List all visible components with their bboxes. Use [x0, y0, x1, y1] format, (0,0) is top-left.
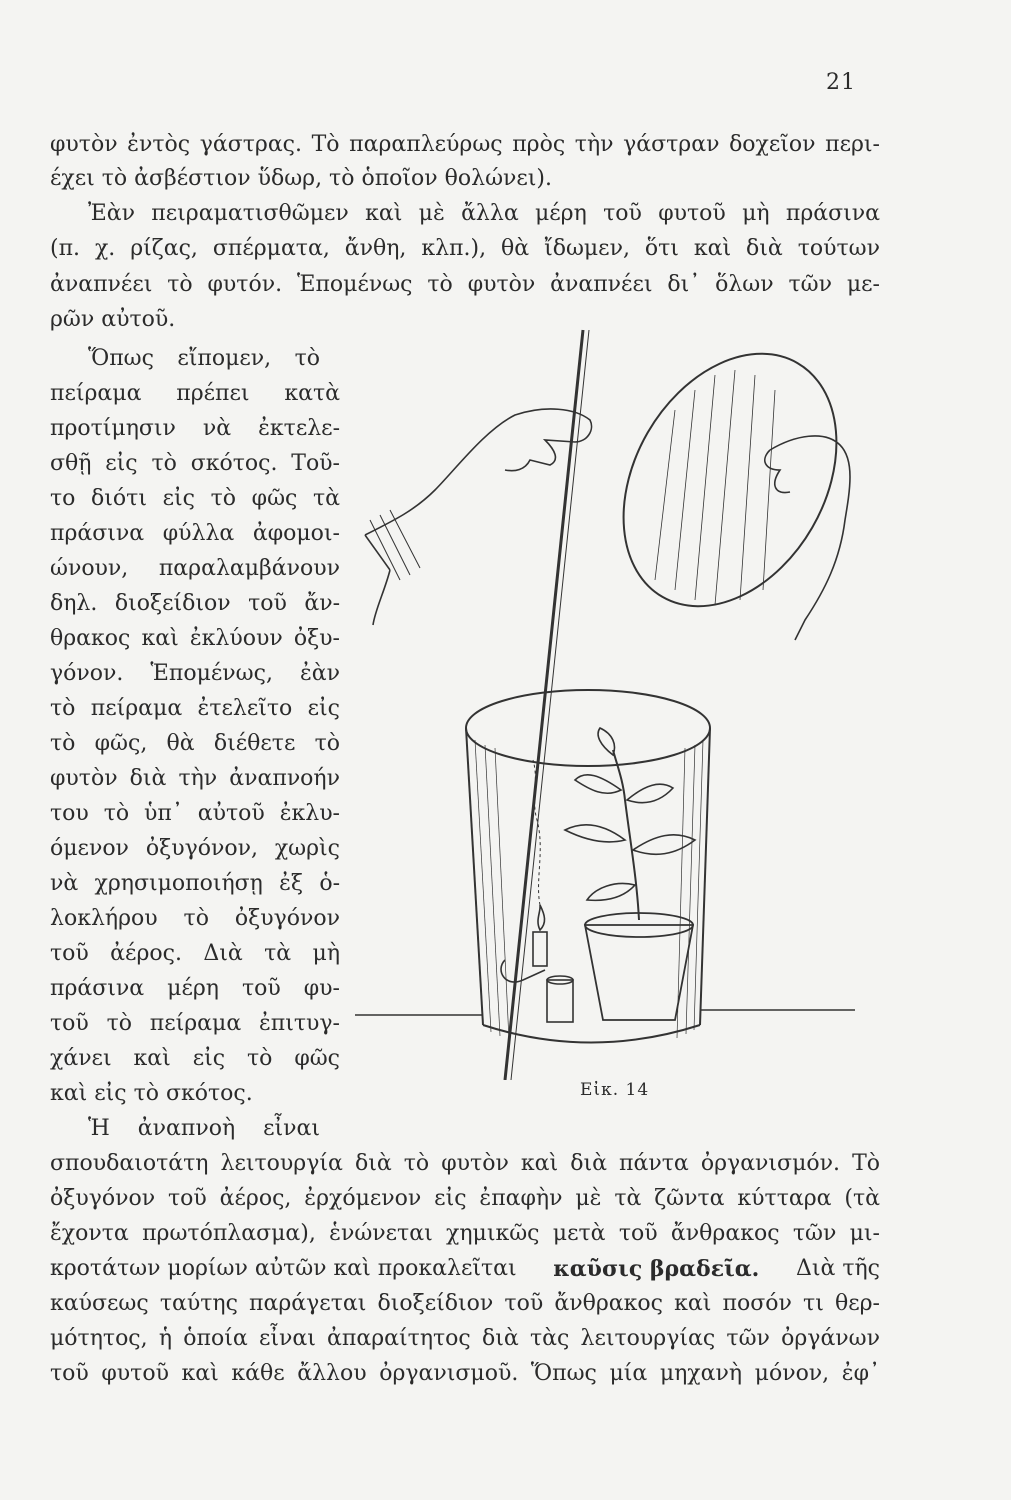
- text-line: σθῇ εἰς τὸ σκότος. Τοῦ-: [50, 451, 340, 476]
- text-line: ἔχοντα πρωτόπλασμα), ἑνώνεται χημικῶς μετὰ τοῦ ἄνθρακος τῶν μι-: [50, 1221, 880, 1246]
- glass-rod: [505, 330, 583, 1080]
- text-line: νὰ χρησιμοποιήσῃ ἐξ ὁ-: [50, 871, 340, 896]
- text-line: φυτὸν διὰ τὴν ἀναπνοήν: [50, 766, 340, 791]
- text-line: ώνουν, παραλαμβάνουν: [50, 556, 340, 581]
- plant-bell-jar-illustration: [355, 320, 875, 1080]
- text-line: τοῦ φυτοῦ καὶ κάθε ἄλλου ὀργανισμοῦ. Ὅπως μία μηχανὴ μόνον, ἐφ᾿: [50, 1361, 880, 1386]
- left-sleeve-outline: [365, 535, 390, 625]
- figure-illustration: [355, 320, 875, 1080]
- text-line: μότητος, ἡ ὁποία εἶναι ἀπαραίτητος διὰ τὰς λειτουργίας τῶν ὀργάνων: [50, 1326, 880, 1351]
- page-number: 21: [826, 70, 856, 95]
- text-line: έχει τὸ ἀσβέστιον ὕδωρ, τὸ ὁποῖον θολώνει).: [50, 166, 552, 191]
- glass-rod-edge: [511, 330, 589, 1080]
- text-line: γόνον. Ἑπομένως, ἐὰν: [50, 661, 340, 686]
- text-line: ρῶν αὐτοῦ.: [50, 307, 176, 332]
- text-line: τὸ φῶς, θὰ διέθετε τὸ: [50, 731, 340, 756]
- text-line: πράσινα μέρη τοῦ φυ-: [50, 976, 340, 1001]
- text-line: Ἡ ἀναπνοὴ εἶναι: [88, 1116, 320, 1141]
- text-segment: κροτάτων μορίων αὐτῶν καὶ προκαλεῖται: [50, 1256, 517, 1281]
- text-line: (π. χ. ρίζας, σπέρματα, ἄνθη, κλπ.), θὰ ἴδωμεν, ὅτι καὶ διὰ τούτων: [50, 236, 880, 261]
- bell-jar-shading: [475, 740, 703, 1040]
- plant-leaf: [575, 775, 621, 793]
- text-line-mixed: [50, 1252, 880, 1286]
- text-line: το διότι εἰς τὸ φῶς τὰ: [50, 486, 340, 511]
- text-segment: Διὰ τῆς: [795, 1256, 880, 1281]
- plant-leaf: [633, 835, 695, 855]
- plant-leaf: [598, 728, 614, 755]
- text-line: φυτὸν ἐντὸς γάστρας. Τὸ παραπλεύρως πρὸς τὴν γάστραν δοχεῖον περι-: [50, 132, 880, 157]
- text-line: Ὅπως εἴπομεν, τὸ: [88, 346, 320, 371]
- text-line: τοῦ τὸ πείραμα ἐπιτυγ-: [50, 1011, 340, 1036]
- text-line: σπουδαιοτάτη λειτουργία διὰ τὸ φυτὸν καὶ διὰ πάντα ὀργανισμόν. Τὸ: [50, 1151, 880, 1176]
- text-line: ἀναπνέει τὸ φυτόν. Ἑπομένως τὸ φυτὸν ἀναπνέει δι᾿ ὅλων τῶν με-: [50, 272, 880, 297]
- plant-leaf: [627, 784, 673, 802]
- text-line: καύσεως ταύτης παράγεται διοξείδιον τοῦ ἄνθρακος καὶ ποσόν τι θερ-: [50, 1291, 880, 1316]
- bell-jar-right-side: [700, 728, 710, 1025]
- text-line: όμενον ὀξυγόνον, χωρὶς: [50, 836, 340, 861]
- bell-jar-left-side: [466, 728, 483, 1025]
- plant-leaf: [587, 883, 635, 900]
- figure-caption: Εἰκ. 14: [580, 1080, 650, 1100]
- text-line: πράσινα φύλλα ἀφομοι-: [50, 521, 340, 546]
- text-line: δηλ. διοξείδιον τοῦ ἄν-: [50, 591, 340, 616]
- right-hand-outline: [770, 436, 850, 640]
- text-line: πείραμα πρέπει κατὰ: [50, 381, 340, 406]
- bold-term: καῦσις βραδεῖα.: [553, 1256, 760, 1282]
- flower-pot: [585, 925, 693, 1020]
- lime-water-vessel: [547, 980, 573, 1022]
- text-line: προτίμησιν νὰ ἐκτελε-: [50, 416, 340, 441]
- text-line: ὀξυγόνον τοῦ ἀέρος, ἐρχόμενον εἰς ἐπαφὴν μὲ τὰ ζῶντα κύτταρα (τὰ: [50, 1186, 880, 1211]
- text-line: του τὸ ὑπ᾿ αὐτοῦ ἐκλυ-: [50, 801, 340, 826]
- right-fingers: [765, 450, 790, 493]
- sleeve-hatching: [370, 510, 420, 580]
- text-line: τοῦ ἀέρος. Διὰ τὰ μὴ: [50, 941, 340, 966]
- plate-shading: [655, 370, 775, 605]
- text-line: χάνει καὶ εἰς τὸ φῶς: [50, 1046, 340, 1071]
- text-line: θρακος καὶ ἐκλύουν ὀξυ-: [50, 626, 340, 651]
- text-line: καὶ εἰς τὸ σκότος.: [50, 1081, 253, 1106]
- candle-flame: [538, 905, 545, 930]
- left-hand-outline: [365, 409, 592, 535]
- text-line: Ἐὰν πειραματισθῶμεν καὶ μὲ ἄλλα μέρη τοῦ φυτοῦ μὴ πράσινα: [88, 201, 880, 226]
- bell-jar-top: [466, 690, 710, 766]
- text-line: λοκλήρου τὸ ὀξυγόνον: [50, 906, 340, 931]
- plant-leaf: [565, 825, 625, 842]
- glass-plate: [580, 320, 875, 644]
- text-line: τὸ πείραμα ἐτελεῖτο εἰς: [50, 696, 340, 721]
- candle: [533, 932, 547, 966]
